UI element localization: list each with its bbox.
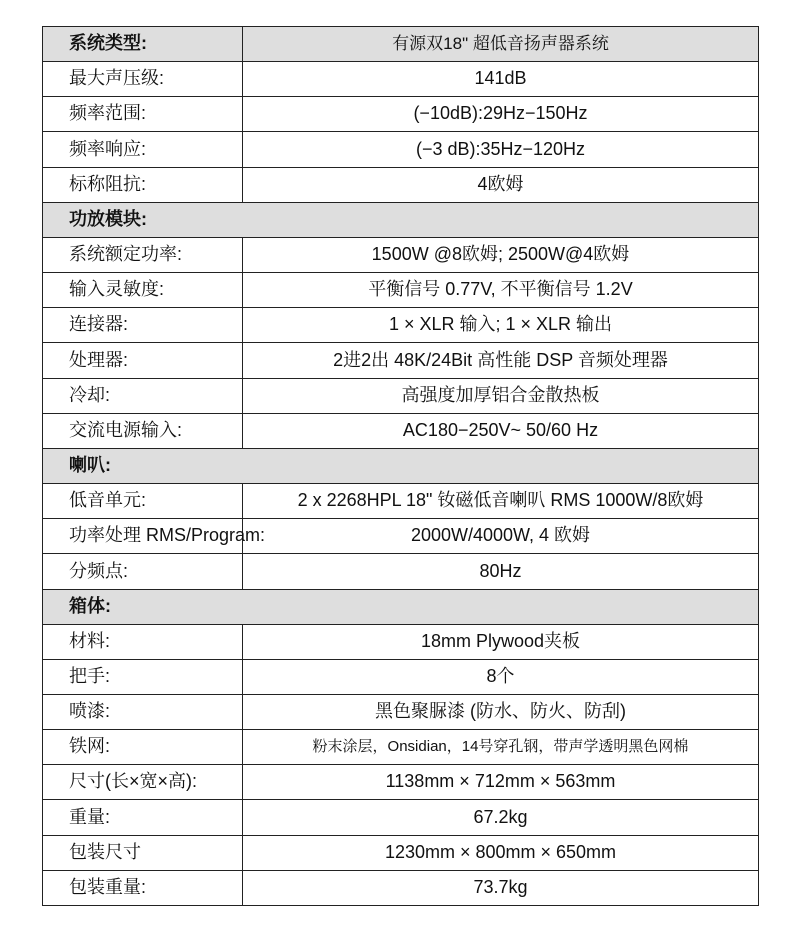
spec-value: AC180−250V~ 50/60 Hz xyxy=(243,413,759,448)
spec-label: 最大声压级: xyxy=(43,62,243,97)
section-title: 箱体: xyxy=(43,589,759,624)
spec-value: 18mm Plywood夹板 xyxy=(243,624,759,659)
section-header-speaker xyxy=(43,448,759,483)
spec-label: 交流电源输入: xyxy=(43,413,243,448)
spec-value: 粉末涂层，Onsidian，14号穿孔钢，带声学透明黑色网棉 xyxy=(243,730,759,765)
spec-value: 141dB xyxy=(243,62,759,97)
spec-value: 黑色聚脲漆 (防水、防火、防刮) xyxy=(243,694,759,729)
section-header-amp xyxy=(43,202,759,237)
table-row xyxy=(43,624,759,659)
section-title: 喇叭: xyxy=(43,448,759,483)
spec-label: 频率响应: xyxy=(43,132,243,167)
spec-label: 冷却: xyxy=(43,378,243,413)
spec-label: 标称阻抗: xyxy=(43,167,243,202)
spec-value: 1230mm × 800mm × 650mm xyxy=(243,835,759,870)
spec-label: 喷漆: xyxy=(43,694,243,729)
spec-value: 1 × XLR 输入; 1 × XLR 输出 xyxy=(243,308,759,343)
table-row xyxy=(43,694,759,729)
table-row xyxy=(43,167,759,202)
spec-label: 处理器: xyxy=(43,343,243,378)
spec-label: 功率处理 RMS/Program: xyxy=(43,519,243,554)
table-row xyxy=(43,62,759,97)
spec-value: 4欧姆 xyxy=(243,167,759,202)
spec-table xyxy=(42,26,759,906)
spec-value: (−3 dB):35Hz−120Hz xyxy=(243,132,759,167)
spec-value: 2000W/4000W, 4 欧姆 xyxy=(243,519,759,554)
spec-value: 1138mm × 712mm × 563mm xyxy=(243,765,759,800)
system-type-label: 系统类型: xyxy=(43,27,243,62)
spec-value: 80Hz xyxy=(243,554,759,589)
spec-label: 低音单元: xyxy=(43,484,243,519)
spec-label: 系统额定功率: xyxy=(43,237,243,272)
spec-value: 2 x 2268HPL 18" 钕磁低音喇叭 RMS 1000W/8欧姆 xyxy=(243,484,759,519)
spec-label: 铁网: xyxy=(43,730,243,765)
spec-value: 73.7kg xyxy=(243,870,759,905)
spec-label: 频率范围: xyxy=(43,97,243,132)
table-row xyxy=(43,765,759,800)
spec-label: 尺寸(长×宽×高): xyxy=(43,765,243,800)
spec-value: 平衡信号 0.77V, 不平衡信号 1.2V xyxy=(243,273,759,308)
section-title: 功放模块: xyxy=(43,202,759,237)
spec-value: 8个 xyxy=(243,659,759,694)
spec-label: 材料: xyxy=(43,624,243,659)
table-row xyxy=(43,835,759,870)
table-row xyxy=(43,97,759,132)
spec-value: (−10dB):29Hz−150Hz xyxy=(243,97,759,132)
table-row xyxy=(43,484,759,519)
table-row xyxy=(43,554,759,589)
table-row xyxy=(43,659,759,694)
spec-label: 连接器: xyxy=(43,308,243,343)
table-row xyxy=(43,730,759,765)
spec-label: 包装重量: xyxy=(43,870,243,905)
table-row xyxy=(43,413,759,448)
table-row xyxy=(43,800,759,835)
table-row xyxy=(43,870,759,905)
spec-label: 包装尺寸 xyxy=(43,835,243,870)
table-row xyxy=(43,378,759,413)
table-row xyxy=(43,343,759,378)
spec-label: 输入灵敏度: xyxy=(43,273,243,308)
spec-label: 把手: xyxy=(43,659,243,694)
table-row xyxy=(43,237,759,272)
spec-value: 2进2出 48K/24Bit 高性能 DSP 音频处理器 xyxy=(243,343,759,378)
spec-label: 重量: xyxy=(43,800,243,835)
table-row xyxy=(43,519,759,554)
system-type-value: 有源双18" 超低音扬声器系统 xyxy=(243,27,759,62)
section-header-cabinet xyxy=(43,589,759,624)
table-row xyxy=(43,132,759,167)
system-type-row xyxy=(43,27,759,62)
spec-value: 高强度加厚铝合金散热板 xyxy=(243,378,759,413)
table-row xyxy=(43,273,759,308)
spec-value: 1500W @8欧姆; 2500W@4欧姆 xyxy=(243,237,759,272)
spec-label: 分频点: xyxy=(43,554,243,589)
table-row xyxy=(43,308,759,343)
spec-value: 67.2kg xyxy=(243,800,759,835)
